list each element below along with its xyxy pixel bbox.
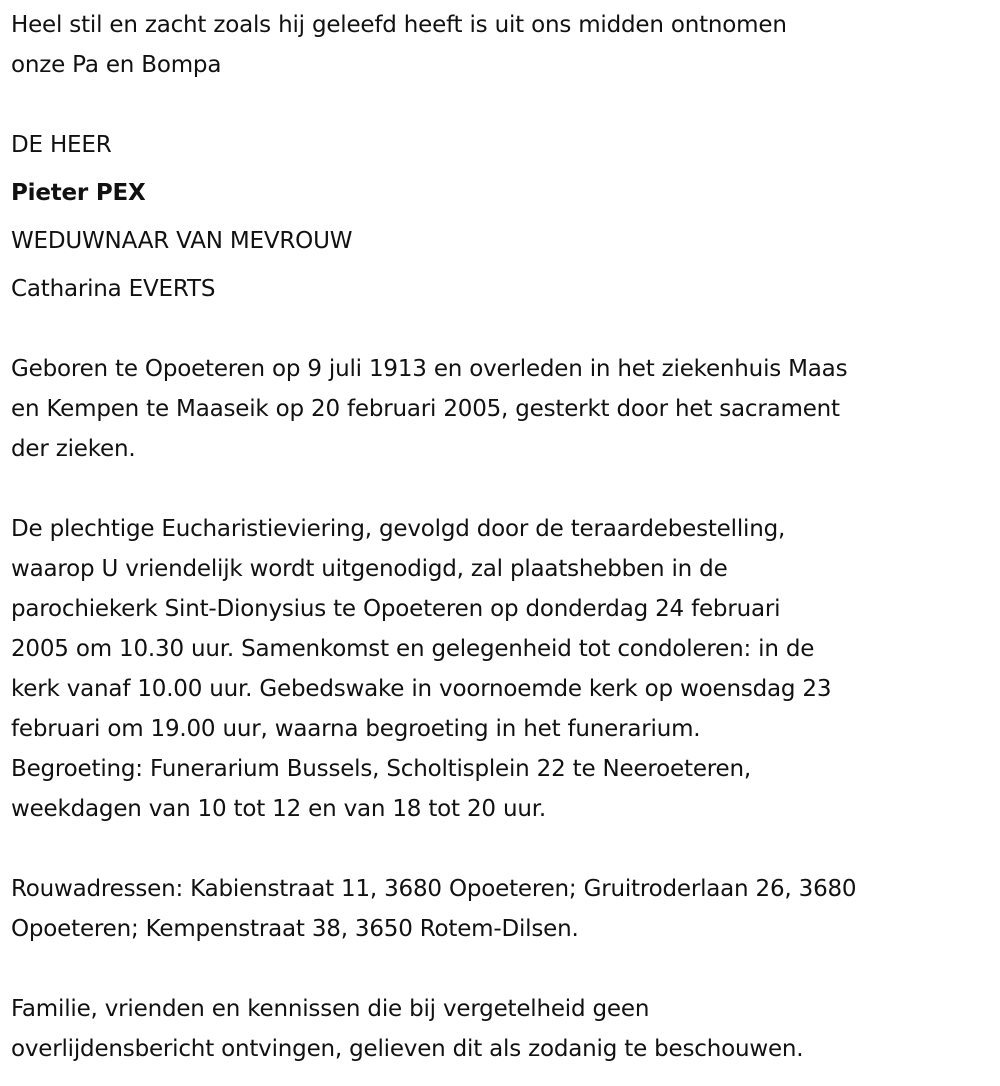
paragraph-line: Rouwadressen: Kabienstraat 11, 3680 Opoeteren; Gruitroderlaan 26, 3680 xyxy=(11,876,857,902)
intro-line: Heel stil en zacht zoals hij geleefd heeft is uit ons midden ontnomen xyxy=(11,12,787,38)
intro-line: onze Pa en Bompa xyxy=(11,52,222,78)
paragraph-line: en Kempen te Maaseik op 20 februari 2005, gesterkt door het sacrament xyxy=(11,396,840,422)
paragraph-line: der zieken. xyxy=(11,436,136,462)
paragraph-line: Opoeteren; Kempenstraat 38, 3650 Rotem-Dilsen. xyxy=(11,916,579,942)
paragraph-line: parochiekerk Sint-Dionysius te Opoeteren op donderdag 24 februari xyxy=(11,596,781,622)
paragraph-line: weekdagen van 10 tot 12 en van 18 tot 20 uur. xyxy=(11,796,546,822)
paragraph-line: overlijdensbericht ontvingen, gelieven dit als zodanig te beschouwen. xyxy=(11,1036,804,1062)
honorific: DE HEER xyxy=(11,132,112,158)
paragraph-line: Familie, vrienden en kennissen die bij vergetelheid geen xyxy=(11,996,650,1022)
paragraph-line: 2005 om 10.30 uur. Samenkomst en gelegenheid tot condoleren: in de xyxy=(11,636,815,662)
deceased-name: Pieter PEX xyxy=(11,180,146,206)
paragraph-line: Geboren te Opoeteren op 9 juli 1913 en overleden in het ziekenhuis Maas xyxy=(11,356,848,382)
paragraph-line: Begroeting: Funerarium Bussels, Scholtisplein 22 te Neeroeteren, xyxy=(11,756,751,782)
relation-label: WEDUWNAAR VAN MEVROUW xyxy=(11,228,353,254)
paragraph-line: kerk vanaf 10.00 uur. Gebedswake in voornoemde kerk op woensdag 23 xyxy=(11,676,832,702)
spouse-name: Catharina EVERTS xyxy=(11,276,216,302)
paragraph-line: De plechtige Eucharistieviering, gevolgd door de teraardebestelling, xyxy=(11,516,786,542)
paragraph-line: februari om 19.00 uur, waarna begroeting in het funerarium. xyxy=(11,716,701,742)
paragraph-line: waarop U vriendelijk wordt uitgenodigd, zal plaatshebben in de xyxy=(11,556,728,582)
